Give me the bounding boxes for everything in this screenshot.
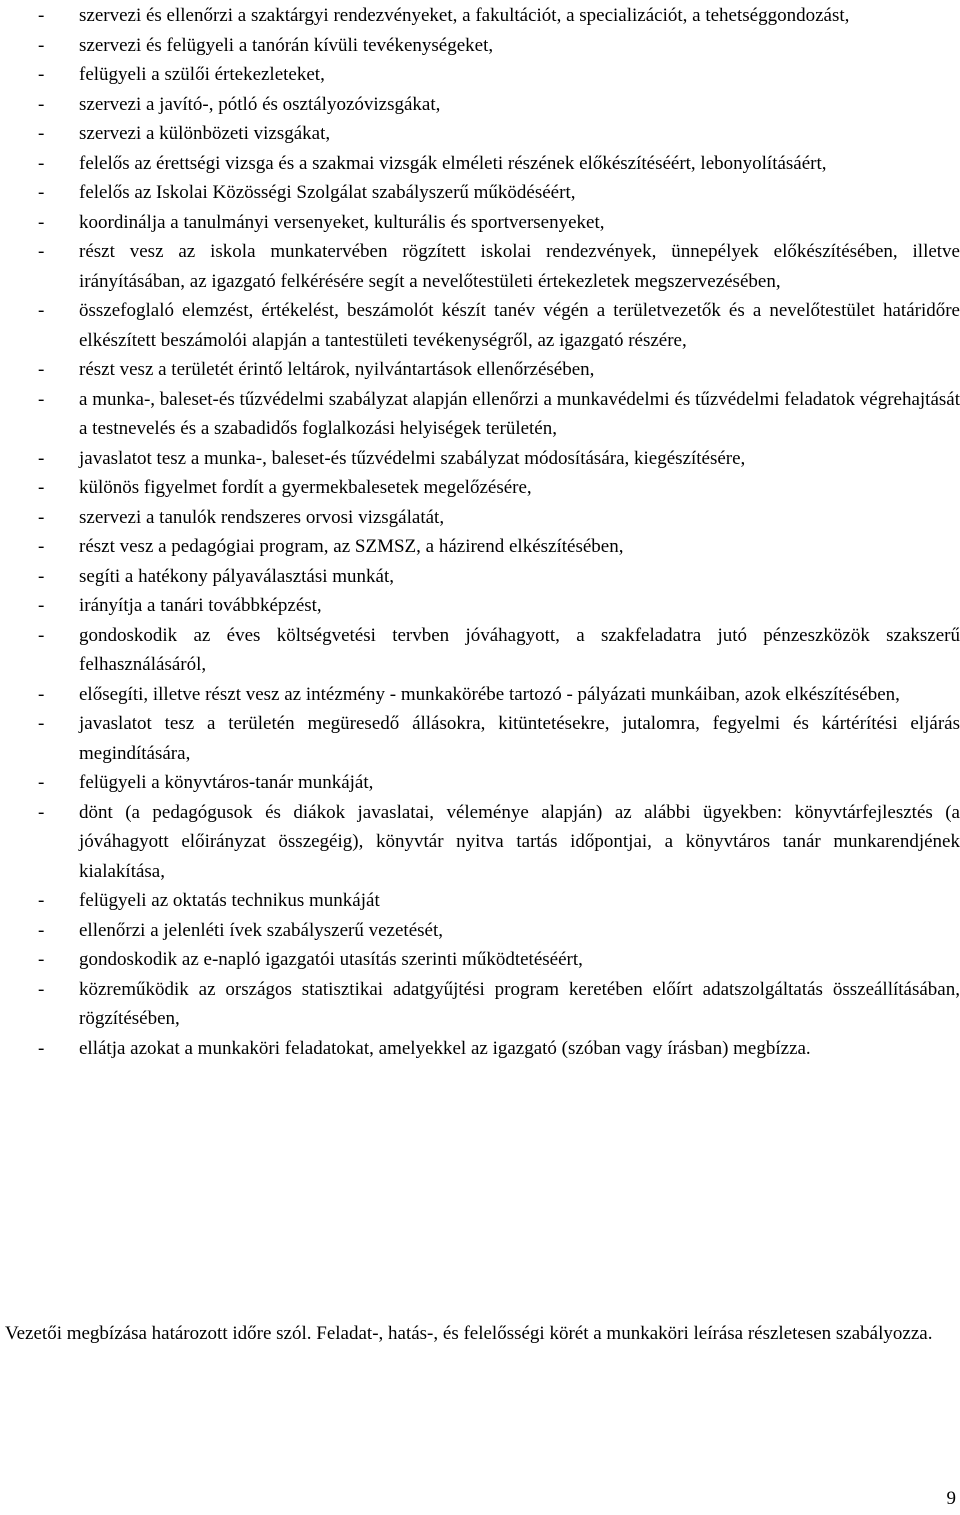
list-item-text: különös figyelmet fordít a gyermekbalesetek megelőzésére, [79, 477, 532, 498]
list-item-text: felelős az Iskolai Közösségi Szolgálat szabályszerű működéséért, [79, 182, 576, 203]
list-item [0, 503, 960, 533]
list-item-text: felügyeli az oktatás technikus munkáját [79, 890, 380, 911]
list-item-text: dönt (a pedagógusok és diákok javaslatai, véleménye alapján) az alábbi ügyekben: könyvtárfejlesztés (a jóváhagyott előirányzat összegéig), könyvtár nyitva tartás időpontjai, a könyvtáros tanár munkarendjének kialakítása, [79, 801, 960, 882]
list-bullet-dash: - [38, 506, 45, 528]
list-item-text: szervezi a javító-, pótló és osztályozóvizsgákat, [79, 93, 441, 115]
list-item-text: felügyeli a könyvtáros-tanár munkáját, [79, 772, 374, 793]
list-item [0, 90, 960, 120]
list-item [0, 60, 960, 90]
list-bullet-dash: - [38, 536, 45, 557]
list-item-text: irányítja a tanári továbbképzést, [79, 595, 322, 616]
list-item-text: felelős az érettségi vizsga és a szakmai vizsgák elméleti részének előkészítéséért, lebonyolításáért, [79, 152, 827, 174]
list-item [0, 709, 960, 768]
list-bullet-dash: - [38, 64, 45, 85]
list-item-text: segíti a hatékony pályaválasztási munkát, [79, 565, 394, 587]
list-bullet-dash: - [38, 152, 45, 174]
list-bullet-dash: - [38, 801, 45, 823]
list-bullet-dash: - [38, 890, 45, 911]
list-item [0, 149, 960, 179]
list-item-text: ellátja azokat a munkaköri feladatokat, amelyekkel az igazgató (szóban vagy írásban) megbízza. [79, 1037, 811, 1059]
list-item [0, 355, 960, 385]
list-item-text: közreműködik az országos statisztikai adatgyűjtési program keretében előírt adatszolgáltatás összeállításában, rögzítésében, [79, 978, 960, 1029]
list-bullet-dash: - [38, 211, 45, 233]
list-item [0, 532, 960, 562]
list-bullet-dash: - [38, 93, 45, 115]
list-item [0, 1034, 960, 1064]
list-bullet-dash: - [38, 978, 45, 1000]
list-item-text: részt vesz a területét érintő leltárok, nyilvántartások ellenőrzésében, [79, 359, 595, 380]
list-item [0, 208, 960, 238]
list-item [0, 178, 960, 208]
closing-paragraph: Vezetői megbízása határozott időre szól. Feladat-, hatás-, és felelősségi körét a munkaköri leírása részletesen szabályozza. [5, 1323, 933, 1344]
list-bullet-dash: - [38, 683, 45, 705]
list-item [0, 621, 960, 680]
list-item [0, 385, 960, 444]
list-item [0, 31, 960, 61]
list-item-text: szervezi és ellenőrzi a szaktárgyi rendezvényeket, a fakultációt, a specializációt, a tehetséggondozást, [79, 5, 850, 26]
list-item [0, 680, 960, 710]
list-item [0, 473, 960, 503]
list-item [0, 798, 960, 887]
list-bullet-dash: - [38, 1037, 45, 1059]
list-item-text: részt vesz a pedagógiai program, az SZMSZ, a házirend elkészítésében, [79, 536, 624, 557]
list-item-text: gondoskodik az éves költségvetési tervben jóváhagyott, a szakfeladatra jutó pénzeszközök szakszerű felhasználásáról, [79, 624, 960, 675]
list-item [0, 916, 960, 946]
list-item-text: a munka-, baleset-és tűzvédelmi szabályzat alapján ellenőrzi a munkavédelmi és tűzvédelmi feladatok végrehajtását a testnevelés és a szabadidős foglalkozási helyiségek területén, [79, 388, 960, 439]
list-item [0, 119, 960, 149]
list-bullet-dash: - [38, 359, 45, 380]
list-item [0, 237, 960, 296]
list-item-text: szervezi és felügyeli a tanórán kívüli tevékenységeket, [79, 34, 494, 56]
list-bullet-dash: - [38, 300, 45, 321]
list-bullet-dash: - [38, 949, 45, 970]
list-item [0, 975, 960, 1034]
list-bullet-dash: - [38, 123, 45, 144]
list-bullet-dash: - [38, 388, 45, 410]
list-bullet-dash: - [38, 477, 45, 498]
list-item-text: szervezi a tanulók rendszeres orvosi vizsgálatát, [79, 506, 445, 528]
page-number: 9 [946, 1488, 956, 1509]
list-bullet-dash: - [38, 241, 45, 262]
list-bullet-dash: - [38, 713, 45, 734]
list-item [0, 444, 960, 474]
list-item [0, 886, 960, 916]
list-bullet-dash: - [38, 182, 45, 203]
list-bullet-dash: - [38, 5, 45, 26]
list-item-text: ellenőrzi a jelenléti ívek szabályszerű vezetését, [79, 919, 443, 941]
list-item-text: összefoglaló elemzést, értékelést, beszámolót készít tanév végén a területvezetők és a nevelőtestület határidőre elkészített beszámolói alapján a tantestületi tevékenységről, az igazgató részére, [79, 300, 960, 351]
list-item [0, 296, 960, 355]
list-item [0, 1, 960, 31]
list-item [0, 562, 960, 592]
list-item [0, 591, 960, 621]
list-item [0, 945, 960, 975]
list-item-text: felügyeli a szülői értekezleteket, [79, 64, 325, 85]
list-bullet-dash: - [38, 565, 45, 587]
list-bullet-dash: - [38, 447, 45, 469]
list-item [0, 768, 960, 798]
list-item-text: javaslatot tesz a területén megüresedő állásokra, kitüntetésekre, jutalomra, fegyelmi és kártérítési eljárás megindítására, [79, 713, 960, 764]
duties-list [0, 1, 960, 1063]
list-bullet-dash: - [38, 772, 45, 793]
list-bullet-dash: - [38, 34, 45, 56]
list-bullet-dash: - [38, 919, 45, 941]
list-item-text: elősegíti, illetve részt vesz az intézmény - munkakörébe tartozó - pályázati munkáiban, azok elkészítésében, [79, 683, 900, 705]
list-item-text: részt vesz az iskola munkatervében rögzített iskolai rendezvények, ünnepélyek előkészítésében, illetve irányításában, az igazgató felkérésére segít a nevelőtestületi értekezletek megszervezésében, [79, 241, 960, 292]
list-item-text: gondoskodik az e-napló igazgatói utasítás szerinti működtetéséért, [79, 949, 583, 970]
list-bullet-dash: - [38, 624, 45, 646]
list-item-text: javaslatot tesz a munka-, baleset-és tűzvédelmi szabályzat módosítására, kiegészítésére, [79, 447, 746, 469]
list-item-text: koordinálja a tanulmányi versenyeket, kulturális és sportversenyeket, [79, 211, 605, 233]
list-item-text: szervezi a különbözeti vizsgákat, [79, 123, 331, 144]
list-bullet-dash: - [38, 595, 45, 616]
